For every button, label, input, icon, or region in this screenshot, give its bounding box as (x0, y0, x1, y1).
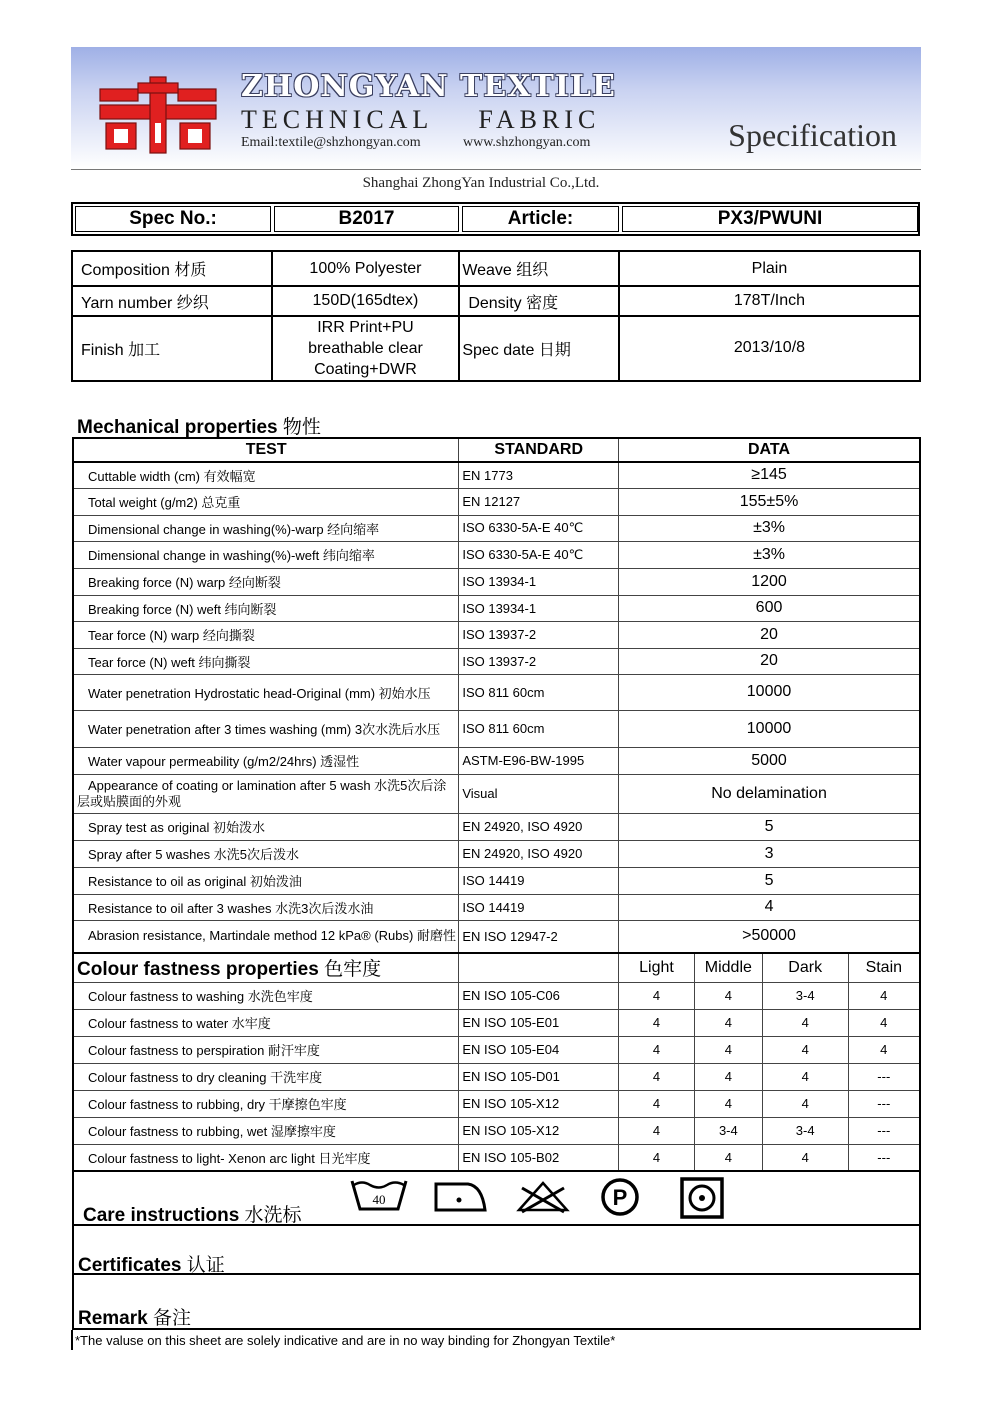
test-name: Dimensional change in washing(%)-weft 纬向缩率 (73, 541, 459, 568)
test-standard: ISO 14419 (459, 867, 619, 894)
colour-header: Stain (848, 953, 920, 982)
grade-light: 4 (619, 1009, 695, 1036)
test-name: Resistance to oil after 3 washes 水洗3次后泼水油 (73, 894, 459, 920)
grade-dark: 3-4 (762, 982, 848, 1009)
test-data: ±3% (619, 515, 920, 541)
test-name: Colour fastness to dry cleaning 干洗牢度 (73, 1063, 459, 1090)
density-value: 178T/Inch (619, 286, 920, 316)
test-data: 5000 (619, 747, 920, 774)
test-data: 155±5% (619, 488, 920, 515)
mechanical-row (73, 867, 920, 894)
finish-line-2: breathable clear (308, 340, 423, 357)
test-name: Cuttable width (cm) 有效幅宽 (73, 462, 459, 488)
test-standard: EN 1773 (459, 462, 619, 488)
density-label: Density 密度 (459, 286, 619, 316)
test-standard: ISO 13937-2 (459, 621, 619, 648)
grade-light: 4 (619, 1117, 695, 1144)
mechanical-row (73, 648, 920, 674)
company-logo (98, 75, 218, 155)
mechanical-row (73, 747, 920, 774)
test-data: 600 (619, 595, 920, 621)
test-name: Tear force (N) warp 经向撕裂 (73, 621, 459, 648)
grade-light: 4 (619, 1036, 695, 1063)
colour-row (73, 982, 920, 1009)
test-name: Colour fastness to rubbing, wet 湿摩擦牢度 (73, 1117, 459, 1144)
test-standard: EN ISO 105-E04 (459, 1036, 619, 1063)
document-type: Specification (728, 117, 897, 153)
colour-header: Light (619, 953, 695, 982)
bottom-section (72, 1169, 921, 1330)
grade-middle: 3-4 (694, 1117, 762, 1144)
spec-no-label: Spec No.: (75, 206, 271, 232)
grade-light: 4 (619, 1144, 695, 1171)
dry-clean-p-icon (599, 1177, 641, 1217)
mechanical-row (73, 621, 920, 648)
grade-light: 4 (619, 1063, 695, 1090)
grade-dark: 4 (762, 1009, 848, 1036)
company-full-name: Shanghai ZhongYan Industrial Co.,Ltd. (362, 175, 600, 191)
test-name: Colour fastness to light- Xenon arc light 日光牢度 (73, 1144, 459, 1171)
yarn-value: 150D(165dtex) (272, 286, 460, 316)
colour-standard-blank (459, 953, 619, 982)
mechanical-row (73, 710, 920, 747)
remark-label: Remark 备注 (78, 1308, 192, 1329)
tumble-dry-icon (680, 1177, 724, 1219)
company-subtitle: TECHNICAL FABRIC (241, 105, 601, 134)
test-name: Colour fastness to perspiration 耐汗牢度 (73, 1036, 459, 1063)
test-standard: ISO 13937-2 (459, 648, 619, 674)
test-name: Dimensional change in washing(%)-warp 经向缩率 (73, 515, 459, 541)
spec-date-value: 2013/10/8 (619, 316, 920, 381)
grade-dark: 4 (762, 1144, 848, 1171)
colour-title: Colour fastness properties 色牢度 (73, 953, 459, 982)
test-data: >50000 (619, 920, 920, 953)
disclaimer-note: *The valuse on this sheet are solely indicative and are in no way binding for Zhongyan Textile* (75, 1333, 616, 1348)
test-standard: ISO 811 60cm (459, 674, 619, 710)
test-data: 4 (619, 894, 920, 920)
colour-row (73, 1009, 920, 1036)
mechanical-row (73, 462, 920, 488)
mechanical-row (73, 774, 920, 813)
test-name: Water penetration after 3 times washing (mm) 3次水洗后水压 (73, 710, 459, 747)
header-data: DATA (619, 438, 920, 462)
weave-value: Plain (619, 251, 920, 286)
finish-value (272, 316, 460, 381)
test-standard: EN ISO 105-D01 (459, 1063, 619, 1090)
test-standard: ISO 6330-5A-E 40℃ (459, 541, 619, 568)
composition-value: 100% Polyester (272, 251, 460, 286)
iron-low-icon (432, 1180, 488, 1212)
test-data: 10000 (619, 710, 920, 747)
yarn-label: Yarn number 纱织 (72, 286, 272, 316)
colour-row (73, 1117, 920, 1144)
weave-label: Weave 组织 (459, 251, 619, 286)
wash-40-icon (350, 1177, 408, 1213)
colour-row (73, 1063, 920, 1090)
test-data: 1200 (619, 568, 920, 595)
mechanical-row (73, 595, 920, 621)
test-standard: ASTM-E96-BW-1995 (459, 747, 619, 774)
grade-middle: 4 (694, 1063, 762, 1090)
test-standard: ISO 14419 (459, 894, 619, 920)
grade-middle: 4 (694, 1090, 762, 1117)
colour-row (73, 1144, 920, 1171)
grade-stain: --- (848, 1144, 920, 1171)
finish-line-1: IRR Print+PU (317, 319, 414, 336)
grade-dark: 4 (762, 1063, 848, 1090)
test-standard: ISO 811 60cm (459, 710, 619, 747)
care-label: Care instructions 水洗标 (83, 1205, 302, 1226)
finish-line-3: Coating+DWR (314, 361, 417, 378)
spec-no-value: B2017 (274, 206, 459, 232)
colour-header: Dark (762, 953, 848, 982)
test-data: ≥145 (619, 462, 920, 488)
spec-date-label: Spec date 日期 (459, 316, 619, 381)
company-email: Email:textile@shzhongyan.com (241, 135, 421, 150)
test-name: Colour fastness to washing 水洗色牢度 (73, 982, 459, 1009)
mechanical-row (73, 813, 920, 840)
composition-label: Composition 材质 (72, 251, 272, 286)
certificates-label: Certificates 认证 (78, 1255, 225, 1276)
properties-table (72, 437, 921, 1172)
test-data: 10000 (619, 674, 920, 710)
test-standard: ISO 13934-1 (459, 568, 619, 595)
test-standard: EN 12127 (459, 488, 619, 515)
colour-row (73, 1090, 920, 1117)
grade-dark: 4 (762, 1090, 848, 1117)
test-standard: EN ISO 105-X12 (459, 1090, 619, 1117)
test-name: Appearance of coating or lamination after 5 wash 水洗5次后涂层或贴膜面的外观 (73, 774, 459, 813)
colour-header: Middle (694, 953, 762, 982)
grade-dark: 4 (762, 1036, 848, 1063)
test-name: Spray test as original 初始泼水 (73, 813, 459, 840)
test-name: Tear force (N) weft 纬向撕裂 (73, 648, 459, 674)
grade-light: 4 (619, 982, 695, 1009)
grade-stain: 4 (848, 1009, 920, 1036)
test-data: ±3% (619, 541, 920, 568)
test-data: 20 (619, 621, 920, 648)
test-name: Breaking force (N) warp 经向断裂 (73, 568, 459, 595)
mechanical-row (73, 515, 920, 541)
test-data: 5 (619, 867, 920, 894)
finish-label: Finish 加工 (72, 316, 272, 381)
test-name: Spray after 5 washes 水洗5次后泼水 (73, 840, 459, 867)
mechanical-row (73, 568, 920, 595)
test-standard: EN ISO 105-X12 (459, 1117, 619, 1144)
grade-stain: 4 (848, 1036, 920, 1063)
article-value: PX3/PWUNI (622, 206, 918, 232)
grade-light: 4 (619, 1090, 695, 1117)
mechanical-title: Mechanical properties 物性 (77, 417, 321, 438)
test-name: Breaking force (N) weft 纬向断裂 (73, 595, 459, 621)
test-standard: Visual (459, 774, 619, 813)
grade-stain: --- (848, 1117, 920, 1144)
test-name: Water vapour permeability (g/m2/24hrs) 透湿性 (73, 747, 459, 774)
test-standard: EN ISO 105-C06 (459, 982, 619, 1009)
mechanical-row (73, 840, 920, 867)
mechanical-row (73, 541, 920, 568)
test-data: 3 (619, 840, 920, 867)
company-website: www.shzhongyan.com (463, 135, 591, 150)
colour-fastness-header (73, 953, 920, 982)
fabric-info-table (71, 250, 921, 382)
grade-middle: 4 (694, 1144, 762, 1171)
grade-middle: 4 (694, 1036, 762, 1063)
mechanical-row (73, 920, 920, 953)
header-test: TEST (73, 438, 459, 462)
company-name: ZHONGYAN TEXTILE (241, 69, 616, 104)
test-name: Abrasion resistance, Martindale method 12 kPa® (Rubs) 耐磨性 (73, 920, 459, 953)
test-name: Total weight (g/m2) 总克重 (73, 488, 459, 515)
header-banner (71, 47, 921, 169)
mechanical-row (73, 674, 920, 710)
test-standard: ISO 6330-5A-E 40℃ (459, 515, 619, 541)
mechanical-row (73, 894, 920, 920)
test-data: 5 (619, 813, 920, 840)
test-name: Water penetration Hydrostatic head-Original (mm) 初始水压 (73, 674, 459, 710)
test-standard: EN 24920, ISO 4920 (459, 840, 619, 867)
test-standard: EN ISO 105-B02 (459, 1144, 619, 1171)
spec-line (71, 202, 920, 236)
test-standard: EN 24920, ISO 4920 (459, 813, 619, 840)
test-standard: EN ISO 105-E01 (459, 1009, 619, 1036)
test-data: 20 (619, 648, 920, 674)
header-standard: STANDARD (459, 438, 619, 462)
grade-stain: 4 (848, 982, 920, 1009)
test-data: No delamination (619, 774, 920, 813)
test-name: Colour fastness to water 水牢度 (73, 1009, 459, 1036)
svg-text:P: P (612, 1185, 628, 1210)
wash-temp-label: 40 (372, 1192, 386, 1207)
note-marker-line (71, 1330, 73, 1350)
no-bleach-icon (516, 1180, 570, 1214)
mechanical-row (73, 488, 920, 515)
header-divider (71, 169, 921, 170)
article-label: Article: (462, 206, 619, 232)
colour-row (73, 1036, 920, 1063)
test-name: Colour fastness to rubbing, dry 干摩擦色牢度 (73, 1090, 459, 1117)
test-standard: ISO 13934-1 (459, 595, 619, 621)
test-name: Resistance to oil as original 初始泼油 (73, 867, 459, 894)
grade-stain: --- (848, 1090, 920, 1117)
grade-stain: --- (848, 1063, 920, 1090)
test-standard: EN ISO 12947-2 (459, 920, 619, 953)
grade-middle: 4 (694, 982, 762, 1009)
grade-dark: 3-4 (762, 1117, 848, 1144)
grade-middle: 4 (694, 1009, 762, 1036)
